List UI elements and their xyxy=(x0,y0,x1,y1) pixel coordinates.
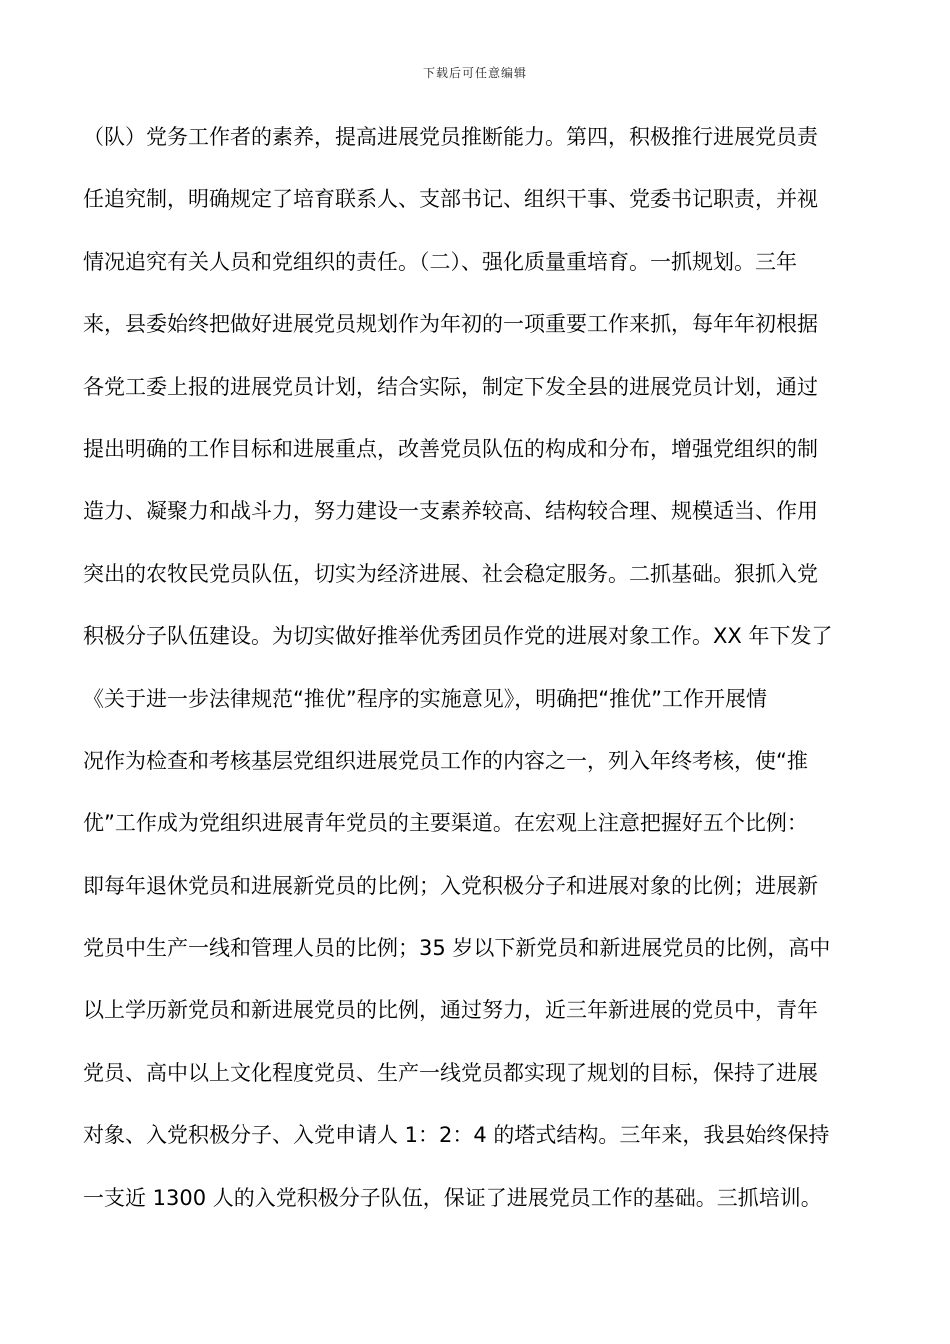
document-body xyxy=(83,106,883,1229)
body-line: 以上学历新党员和新进展党员的比例，通过努力，近三年新进展的党员中，青年 xyxy=(83,998,818,1023)
body-line: 党员、高中以上文化程度党员、生产一线党员都实现了规划的目标，保持了进展 xyxy=(83,1060,818,1085)
body-line: 来，县委始终把做好进展党员规划作为年初的一项重要工作来抓，每年年初根据 xyxy=(83,312,818,337)
page-header-note: 下载后可任意编辑 xyxy=(422,66,527,80)
body-line: 各党工委上报的进展党员计划，结合实际，制定下发全县的进展党员计划，通过 xyxy=(83,374,818,399)
body-line: 《关于进一步法律规范“推优”程序的实施意见》，明确把“推优”工作开展情 xyxy=(83,686,768,711)
body-line: （队）党务工作者的素养，提高进展党员推断能力。第四，积极推行进展党员责 xyxy=(83,125,818,149)
body-line: 一支近 1300 人的入党积极分子队伍，保证了进展党员工作的基础。三抓培训。 xyxy=(83,1185,822,1210)
body-line: 任追究制，明确规定了培育联系人、支部书记、组织干事、党委书记职责，并视 xyxy=(83,187,818,212)
body-line: 提出明确的工作目标和进展重点，改善党员队伍的构成和分布，增强党组织的制 xyxy=(83,436,818,461)
body-line: 对象、入党积极分子、入党申请人 1：2：4 的塔式结构。三年来，我县始终保持 xyxy=(83,1123,830,1148)
body-line: 积极分子队伍建设。为切实做好推举优秀团员作党的进展对象工作。XX 年下发了 xyxy=(83,624,833,649)
body-line: 况作为检查和考核基层党组织进展党员工作的内容之一，列入年终考核，使“推 xyxy=(83,748,808,773)
body-line: 突出的农牧民党员队伍，切实为经济进展、社会稳定服务。二抓基础。狠抓入党 xyxy=(83,561,818,586)
body-line: 情况追究有关人员和党组织的责任。（二）、强化质量重培育。一抓规划。三年 xyxy=(83,249,797,274)
body-line: 造力、凝聚力和战斗力，努力建设一支素养较高、结构较合理、规模适当、作用 xyxy=(83,499,818,524)
body-line: 党员中生产一线和管理人员的比例；35 岁以下新党员和新进展党员的比例，高中 xyxy=(83,936,831,961)
body-line: 优”工作成为党组织进展青年党员的主要渠道。在宏观上注意把握好五个比例： xyxy=(83,811,808,836)
body-line: 即每年退休党员和进展新党员的比例；入党积极分子和进展对象的比例；进展新 xyxy=(83,873,818,898)
